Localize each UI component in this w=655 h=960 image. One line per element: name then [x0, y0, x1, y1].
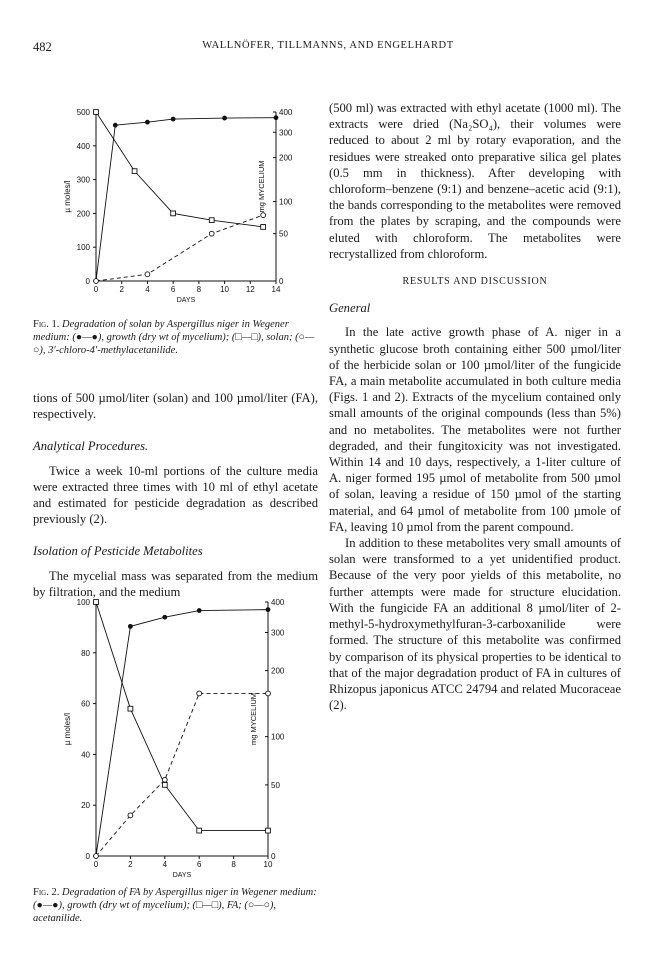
- right-column: [329, 100, 621, 713]
- figure-1-caption-label: Fig. 1.: [33, 319, 60, 330]
- x-tick-label: 10: [220, 285, 230, 294]
- y-right-tick-label: 300: [279, 128, 293, 138]
- figure-2-caption-label: Fig. 2.: [33, 887, 60, 898]
- figure-2-chart: [40, 590, 310, 885]
- y-right-axis-label: mg MYCELIUM: [249, 692, 258, 746]
- series-line-open-circle: [96, 215, 263, 281]
- data-point-open-square: [261, 225, 266, 230]
- x-tick-label: 6: [196, 860, 202, 869]
- figure-2: [40, 590, 310, 885]
- x-axis-label: DAYS: [172, 872, 192, 879]
- y-left-tick-label: 0: [85, 277, 90, 286]
- data-point-filled-circle: [145, 120, 150, 125]
- left-column: [33, 390, 318, 600]
- y-left-tick-label: 100: [76, 243, 90, 253]
- y-left-tick-label: 0: [85, 852, 90, 861]
- x-tick-label: 4: [162, 860, 168, 869]
- y-left-tick-label: 500: [76, 108, 90, 117]
- x-tick-label: 4: [145, 285, 150, 294]
- heading-isolation: Isolation of Pesticide Metabolites: [33, 544, 203, 559]
- data-point-open-circle: [145, 272, 150, 277]
- data-point-open-circle: [94, 854, 99, 859]
- y-right-tick-label: 400: [279, 108, 293, 117]
- data-point-open-circle: [162, 777, 167, 782]
- data-point-open-circle: [94, 279, 99, 284]
- series-line-filled-circle: [96, 118, 276, 281]
- figure-1-caption: [33, 318, 318, 357]
- data-point-filled-circle: [162, 615, 167, 620]
- figure-1-caption-text: Degradation of solan by Aspergillus niger in Wegener medium: (●—●), growth (dry wt of mycelium); (□—□), solan; (○—○), 3′-chloro-4′-methylacetanilide.: [33, 319, 315, 356]
- y-right-tick-label: 300: [271, 628, 285, 638]
- y-left-tick-label: 20: [81, 801, 90, 811]
- y-left-tick-label: 400: [76, 141, 90, 151]
- data-point-open-square: [171, 211, 176, 216]
- y-left-axis-label: µ moles/l: [63, 180, 72, 213]
- y-left-tick-label: 200: [76, 209, 90, 219]
- data-point-open-square: [209, 218, 214, 223]
- y-left-tick-label: 40: [81, 750, 90, 760]
- x-tick-label: 10: [263, 860, 273, 869]
- y-right-tick-label: 100: [271, 732, 285, 742]
- heading-general: General: [329, 301, 371, 316]
- right-paragraph-3: In addition to these metabolites very small amounts of solan were transformed to a yet unidentified product. Because of the very poor yields of this metabolite, no further attempts were made for structure elucidation. With the fungicide FA an additional 8 µmol/liter of 2-methyl-5-hydroxymethylfuran-3-carboxanilide were formed. The structure of this metabolite was confirmed by comparison of its physical properties to be identical to that of the major degradation product of FA in cultures of Rhizopus japonicus ATCC 24794 and related Mucoraceae (2).: [329, 536, 621, 713]
- x-tick-label: 14: [271, 285, 281, 294]
- page-header: [33, 40, 623, 60]
- y-right-tick-label: 50: [271, 780, 280, 790]
- x-tick-label: 12: [245, 285, 255, 294]
- y-right-tick-label: 400: [271, 598, 285, 607]
- y-left-tick-label: 80: [81, 648, 90, 658]
- series-line-open-square: [96, 602, 268, 831]
- y-right-tick-label: 0: [271, 852, 276, 861]
- x-tick-label: 0: [93, 285, 99, 294]
- data-point-open-square: [128, 706, 133, 711]
- page-number: 482: [33, 40, 52, 54]
- heading-results: RESULTS AND DISCUSSION: [402, 276, 548, 288]
- y-right-tick-label: 200: [279, 153, 293, 163]
- data-point-filled-circle: [171, 117, 176, 122]
- data-point-filled-circle: [128, 624, 133, 629]
- y-right-axis-label: mg MYCELIUM: [257, 160, 266, 213]
- y-right-tick-label: 200: [271, 666, 285, 676]
- data-point-open-circle: [209, 231, 214, 236]
- data-point-open-square: [266, 828, 271, 833]
- left-paragraph-1: tions of 500 µmol/liter (solan) and 100 µmol/liter (FA), respectively.: [33, 391, 318, 422]
- series-line-open-square: [96, 112, 263, 227]
- data-point-open-square: [94, 110, 99, 115]
- figure-2-caption-text: Degradation of FA by Aspergillus niger in Wegener medium: (●—●), growth (dry wt of mycelium); (□—□), FA; (○—○), acetanilide.: [33, 887, 317, 924]
- y-left-tick-label: 300: [76, 175, 90, 185]
- y-left-axis-label: µ moles/l: [63, 712, 72, 746]
- data-point-open-square: [197, 828, 202, 833]
- data-point-filled-circle: [266, 607, 271, 612]
- series-line-filled-circle: [96, 610, 268, 856]
- data-point-open-square: [162, 782, 167, 787]
- data-point-filled-circle: [197, 608, 202, 613]
- x-tick-label: 2: [128, 860, 133, 869]
- left-paragraph-3: The mycelial mass was separated from the medium by filtration, and the medium: [33, 568, 318, 599]
- data-point-open-circle: [128, 813, 133, 818]
- running-title: WALLNÖFER, TILLMANNS, AND ENGELHARDT: [202, 40, 454, 51]
- data-point-filled-circle: [274, 115, 279, 120]
- data-point-open-circle: [261, 213, 266, 218]
- figure-2-caption: [33, 886, 318, 925]
- data-point-filled-circle: [113, 123, 118, 128]
- left-paragraph-2: Twice a week 10-ml portions of the culture media were extracted three times with 10 ml of ethyl acetate and estimated for pesticide degradation as described previously (2).: [33, 463, 318, 527]
- x-tick-label: 8: [196, 285, 202, 294]
- x-tick-label: 8: [231, 860, 236, 869]
- x-tick-label: 6: [170, 285, 176, 294]
- x-tick-label: 0: [93, 860, 99, 869]
- figure-1: [40, 100, 310, 310]
- data-point-filled-circle: [222, 116, 227, 121]
- y-right-tick-label: 0: [279, 277, 284, 286]
- data-point-open-circle: [266, 691, 271, 696]
- series-line-open-circle: [96, 693, 268, 856]
- x-axis-label: DAYS: [176, 297, 196, 304]
- data-point-open-circle: [197, 691, 202, 696]
- right-paragraph-2: In the late active growth phase of A. niger in a synthetic glucose broth containing either 500 µmol/liter of the herbicide solan or 100 µmol/liter of the fungicide FA, a main metabolite accumulated in both culture media (Figs. 1 and 2). Extracts of the mycelium contained only small amounts of the original compounds (less than 5%) and no metabolites. The metabolites were not further degraded, and their fungitoxicity was not investigated. Within 14 and 10 days, respectively, a 1-liter culture of A. niger formed 195 µmol of metabolite from 500 µmol of solan, leaving a residue of 150 µmol of the starting material, and 64 µmol of metabolite from 100 µmole of FA, leaving 10 µmol from the parent compound.: [329, 325, 621, 534]
- figure-1-chart: [40, 100, 310, 310]
- data-point-open-square: [94, 600, 99, 605]
- y-left-tick-label: 60: [81, 699, 90, 709]
- y-right-tick-label: 100: [279, 197, 293, 207]
- data-point-open-square: [132, 169, 137, 174]
- right-paragraph-1: (500 ml) was extracted with ethyl acetate (1000 ml). The extracts were dried (Na₂SO₄), their volumes were reduced to about 2 ml by rotary evaporation, and the residues were streaked onto preparative silica gel plates (0.5 mm in thickness). After developing with chloroform–benzene (9:1) and benzene–acetic acid (9:1), the bands corresponding to the metabolites were removed from the plates by scraping, and the compounds were eluted with chloroform. The metabolites were recrystallized from chloroform.: [329, 101, 621, 261]
- y-right-tick-label: 50: [279, 229, 288, 239]
- heading-analytical: Analytical Procedures.: [33, 439, 149, 454]
- x-tick-label: 2: [119, 285, 124, 294]
- y-left-tick-label: 100: [76, 598, 90, 607]
